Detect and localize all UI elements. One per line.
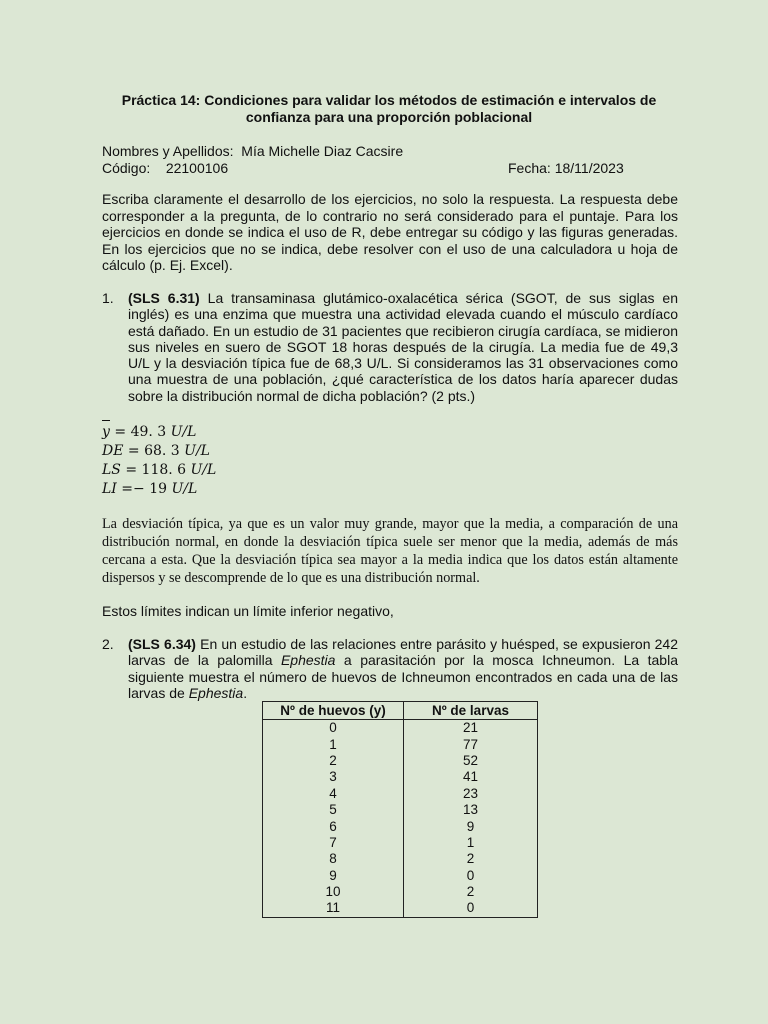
table-cell-eggs: 7 <box>263 835 404 851</box>
table-cell-larvae: 0 <box>404 868 538 884</box>
table-row <box>263 868 538 884</box>
table-cell-eggs: 2 <box>263 753 404 769</box>
table-body <box>263 720 538 918</box>
equation-mean-lhs: y <box>102 424 110 440</box>
equation-upper-limit <box>102 461 216 480</box>
table-header-eggs: Nº de huevos (y) <box>263 702 404 720</box>
table-row <box>263 884 538 900</box>
equation-ls-eq: = <box>120 462 142 478</box>
table-cell-larvae: 77 <box>404 736 538 752</box>
equation-sd-value: 68. 3 <box>144 443 180 459</box>
equation-li-eq: =− <box>116 481 150 497</box>
equation-mean-value: 49. 3 <box>130 424 167 440</box>
equation-ls-unit: U/L <box>186 462 217 478</box>
table-row <box>263 818 538 834</box>
table-cell-larvae: 23 <box>404 786 538 802</box>
table-row <box>263 802 538 818</box>
table-row <box>263 786 538 802</box>
exercise-1-body: La transaminasa glutámico-oxalacética sérica (SGOT, de sus siglas en inglés) es una enzima que muestra una actividad elevada cuando el músculo cardíaco está dañado. En un estudio de 31 pacientes que recibieron cirugía cardíaca, se midieron sus niveles en suero de SGOT 18 horas después de la cirugía. La media fue de 49,3 U/L y la desviación típica fue de 68,3 U/L. Si consideramos las 31 observaciones como una muestra de una población, ¿qué característica de los datos haría aparecer dudas sobre la distribución normal de dicha población? (2 pts.) <box>128 290 678 404</box>
limits-note: Estos límites indican un límite inferior negativo, <box>102 603 394 619</box>
date-value: 18/11/2023 <box>554 160 624 176</box>
table-row <box>263 736 538 752</box>
table-cell-larvae: 2 <box>404 884 538 900</box>
exercise-2-body-2: a parasitación por la mosca Ichneumon. La tabla siguiente muestra el número de huevos de Ichneumon encontrados en cada una de las larvas de <box>128 652 678 701</box>
table-cell-eggs: 5 <box>263 802 404 818</box>
equation-sd <box>102 442 210 461</box>
equation-sd-eq: = <box>123 443 145 459</box>
exercise-2-text <box>128 636 678 701</box>
table-row <box>263 851 538 867</box>
table-cell-larvae: 41 <box>404 769 538 785</box>
table-cell-eggs: 8 <box>263 851 404 867</box>
table-cell-larvae: 0 <box>404 900 538 917</box>
table-cell-eggs: 9 <box>263 868 404 884</box>
instructions-paragraph: Escriba claramente el desarrollo de los ejercicios, no solo la respuesta. La respuesta debe corresponder a la pregunta, de lo contrario no será considerado para el puntaje. Para los ejercicios en donde se indica el uso de R, debe entregar su código y las figuras generadas. En los ejercicios que no se indica, debe resolver con el uso de una calculadora u hoja de cálculo (p. Ej. Excel). <box>102 191 678 273</box>
equation-ls-lhs: LS <box>102 462 121 478</box>
table-row <box>263 769 538 785</box>
exercise-2-species-1: Ephestia <box>280 652 336 669</box>
equation-mean-unit: U/L <box>166 424 197 440</box>
table-cell-eggs: 1 <box>263 736 404 752</box>
code-line <box>102 160 228 176</box>
table-cell-eggs: 10 <box>263 884 404 900</box>
equation-sd-lhs: DE <box>102 443 124 459</box>
table-header-row <box>263 702 538 720</box>
table-cell-eggs: 3 <box>263 769 404 785</box>
table-row <box>263 720 538 737</box>
equation-li-lhs: LI <box>102 481 117 497</box>
table-cell-larvae: 21 <box>404 720 538 737</box>
date-line <box>508 160 624 176</box>
table-cell-larvae: 13 <box>404 802 538 818</box>
table-cell-eggs: 0 <box>263 720 404 737</box>
date-label: Fecha: <box>508 160 551 176</box>
table-cell-larvae: 1 <box>404 835 538 851</box>
table-row <box>263 900 538 917</box>
equation-ls-value: 118. 6 <box>141 462 187 478</box>
equation-lower-limit <box>102 480 197 499</box>
exercise-2-ref: (SLS 6.34) <box>128 636 196 652</box>
equation-li-unit: U/L <box>167 481 198 497</box>
exercise-1-ref: (SLS 6.31) <box>128 290 200 306</box>
code-value: 22100106 <box>165 160 229 176</box>
eggs-larvae-table <box>262 701 538 918</box>
exercise-1-text <box>128 290 678 404</box>
table-cell-eggs: 6 <box>263 818 404 834</box>
table-header-larvae: Nº de larvas <box>404 702 538 720</box>
exercise-2-body-3: . <box>243 684 248 701</box>
name-label: Nombres y Apellidos: <box>102 143 234 159</box>
table-row <box>263 753 538 769</box>
table-cell-larvae: 52 <box>404 753 538 769</box>
equation-mean <box>102 423 196 442</box>
equation-sd-unit: U/L <box>179 443 210 459</box>
table-row <box>263 835 538 851</box>
table-cell-larvae: 9 <box>404 818 538 834</box>
table-cell-larvae: 2 <box>404 851 538 867</box>
exercise-2-species-2: Ephestia <box>188 684 244 701</box>
exercise-2-number: 2. <box>102 636 114 652</box>
code-label: Código: <box>102 160 151 176</box>
name-value: Mía Michelle Diaz Cacsire <box>241 143 404 159</box>
table-cell-eggs: 4 <box>263 786 404 802</box>
name-line <box>102 143 403 159</box>
equation-mean-eq: = <box>109 424 131 440</box>
exercise-1-number: 1. <box>102 290 114 306</box>
exercise-2-body-1: En un estudio de las relaciones entre parásito y huésped, se expusieron 242 larvas de la palomilla <box>128 636 678 669</box>
document-title: Práctica 14: Condiciones para validar los métodos de estimación e intervalos de confianza para una proporción poblacional <box>121 92 657 125</box>
answer-1-paragraph: La desviación típica, ya que es un valor muy grande, mayor que la media, a comparación de una distribución normal, en donde la desviación típica suele ser menor que la media, además de más cercana a esta. Que la desviación típica sea mayor a la media indica que los datos están altamente dispersos y se descomprende de lo que es una distribución normal. <box>102 516 678 586</box>
equation-li-value: 19 <box>149 481 168 497</box>
table-cell-eggs: 11 <box>263 900 404 917</box>
